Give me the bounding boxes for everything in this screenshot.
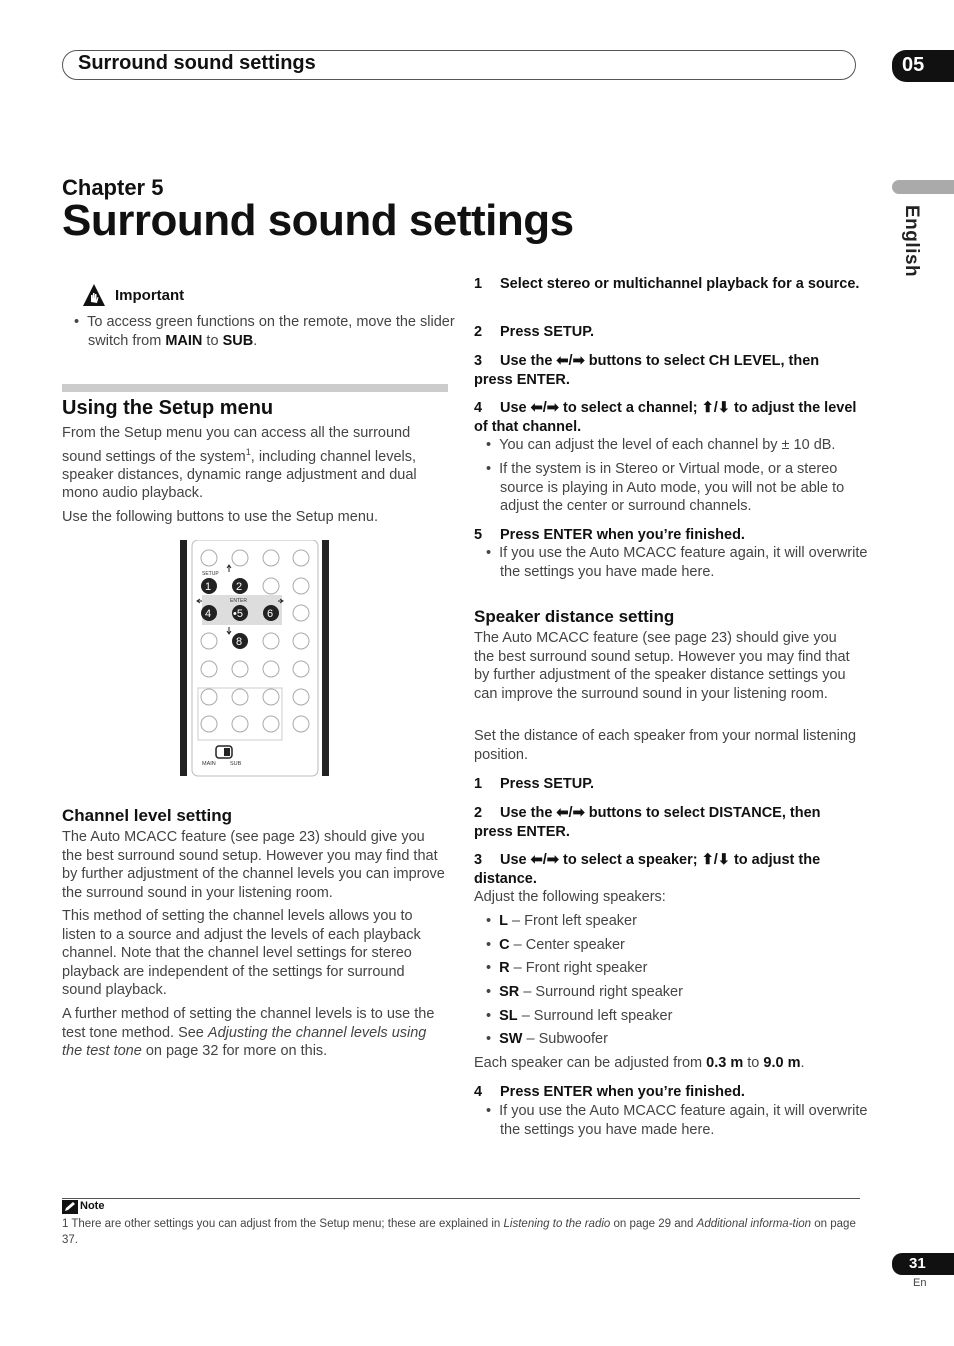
cl-step-3: 3 Use the ⬅/➡ buttons to select CH LEVEL, then press ENTER. bbox=[474, 353, 820, 388]
sd-step-4: 4 Press ENTER when you’re finished. bbox=[474, 1084, 745, 1100]
cl-step-2: 2 Press SETUP. bbox=[474, 324, 595, 340]
language-label: English bbox=[901, 205, 922, 278]
note-divider bbox=[62, 1198, 860, 1199]
cl-step-5: 5 Press ENTER when you’re finished. bbox=[474, 527, 745, 543]
sd-step-1: 1 Press SETUP. bbox=[474, 776, 595, 792]
speaker-list bbox=[486, 912, 860, 1054]
section-divider bbox=[62, 384, 448, 392]
pencil-note-icon bbox=[62, 1200, 78, 1214]
setup-menu-heading: Using the Setup menu bbox=[62, 397, 274, 419]
cl-step-4-bullet-2: • If the system is in Stereo or Virtual mode, or a stereo source is playing in Auto mode, you will not be able to adjust the center or surround channels. bbox=[486, 461, 845, 514]
warning-hand-icon bbox=[82, 283, 106, 307]
language-code: En bbox=[913, 1277, 927, 1289]
remote-main-label: MAIN bbox=[202, 761, 216, 767]
remote-enter-label: ENTER bbox=[230, 598, 247, 604]
speaker-distance-paragraph-1: The Auto MCACC feature (see page 23) should give you the best surround sound setup. However you may find that by further adjustment of the speaker distance settings you can improve the surround sound in your listening room. bbox=[474, 630, 850, 702]
channel-level-paragraph-1: The Auto MCACC feature (see page 23) should give you the best surround sound setup. However you may find that by further adjustment of the channel levels you can improve the surround sound in your listening room. bbox=[62, 829, 445, 901]
note-title: Note bbox=[80, 1200, 105, 1212]
remote-setup-label: SETUP bbox=[202, 571, 219, 577]
remote-key-8: 8 bbox=[236, 636, 243, 648]
speaker-item: • C – Center speaker bbox=[486, 936, 625, 953]
language-tab-bar bbox=[892, 180, 954, 194]
remote-key-1: 1 bbox=[205, 581, 212, 593]
remote-sub-label: SUB bbox=[230, 761, 242, 767]
remote-control-illustration bbox=[180, 540, 330, 778]
cl-step-5-bullet: • If you use the Auto MCACC feature again, it will overwrite the settings you have made here. bbox=[486, 545, 868, 580]
remote-key-4: 4 bbox=[205, 608, 212, 620]
sd-step-3-subtext: Adjust the following speakers: bbox=[474, 889, 666, 905]
page-number: 31 bbox=[892, 1253, 954, 1275]
remote-key-5: •5 bbox=[233, 608, 243, 620]
cl-step-4: 4 Use ⬅/➡ to select a channel; ⬆/⬇ to adjust the level of that channel. bbox=[474, 400, 857, 435]
cl-step-4-bullet-1: • You can adjust the level of each channel by ± 10 dB. bbox=[486, 437, 836, 453]
speaker-range-text: Each speaker can be adjusted from 0.3 m to 9.0 m. bbox=[474, 1055, 805, 1071]
remote-key-2: 2 bbox=[236, 581, 243, 593]
important-title: Important bbox=[115, 287, 185, 304]
chapter-number-tab: 05 bbox=[892, 50, 954, 82]
note-text: 1 There are other settings you can adjust from the Setup menu; these are explained in Listening to the radio on page 29 and Additional informa-tion on page 37. bbox=[62, 1218, 856, 1246]
header-section-title: Surround sound settings bbox=[78, 52, 316, 74]
speaker-item: • SR – Surround right speaker bbox=[486, 984, 683, 1001]
chapter-label: Chapter 5 bbox=[62, 175, 164, 200]
sd-step-3: 3 Use ⬅/➡ to select a speaker; ⬆/⬇ to adjust the distance. bbox=[474, 852, 821, 887]
page-title: Surround sound settings bbox=[62, 196, 574, 245]
setup-menu-instruction: Use the following buttons to use the Setup menu. bbox=[62, 509, 378, 525]
speaker-item: • L – Front left speaker bbox=[486, 913, 637, 929]
channel-level-heading: Channel level setting bbox=[62, 806, 233, 825]
setup-menu-paragraph: From the Setup menu you can access all the surround sound settings of the system$^1$, including channel levels, speaker distances, dynamic range adjustment and dual mono audio playback. bbox=[62, 425, 417, 502]
remote-key-6: 6 bbox=[267, 608, 274, 620]
sd-step-4-bullet: • If you use the Auto MCACC feature again, it will overwrite the settings you have made here. bbox=[486, 1103, 868, 1138]
cl-step-1: 1 Select stereo or multichannel playback for a source. bbox=[474, 276, 860, 292]
speaker-item: • R – Front right speaker bbox=[486, 960, 648, 977]
important-bullet: • To access green functions on the remote, move the slider switch from MAIN to SUB. bbox=[74, 314, 455, 349]
speaker-distance-heading: Speaker distance setting bbox=[474, 607, 675, 626]
channel-level-paragraph-2: This method of setting the channel levels allows you to listen to a source and adjust the levels of each playback channel. Note that the channel level settings for stereo playback are independent of the settings for surround sound playback. bbox=[62, 908, 421, 998]
sd-step-2: 2 Use the ⬅/➡ buttons to select DISTANCE, then press ENTER. bbox=[474, 805, 821, 840]
channel-level-paragraph-3: A further method of setting the channel levels is to use the test tone method. See Adjusting the channel levels using the test tone on page 32 for more on this. bbox=[62, 1006, 435, 1059]
speaker-item: • SW – Subwoofer bbox=[486, 1031, 608, 1048]
speaker-distance-paragraph-2: Set the distance of each speaker from your normal listening position. bbox=[474, 728, 857, 763]
speaker-item: • SL – Surround left speaker bbox=[486, 1007, 673, 1024]
